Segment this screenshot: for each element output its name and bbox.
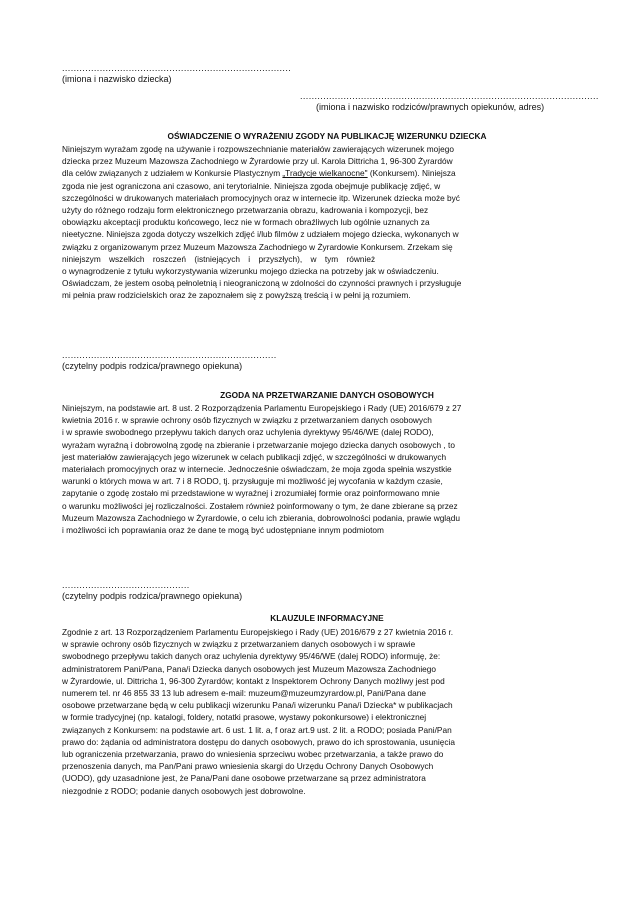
signature-block-2 xyxy=(62,580,242,602)
paragraph-line: mi pełnia praw rodzicielskich oraz że zapoznałem się z powyższą treścią i w pełni ją rozumiem. xyxy=(62,290,411,301)
paragraph-line: Muzeum Mazowsza Zachodniego w Żyrardowie, o celu ich zbierania, dobrowolności podania, prawie wglądu xyxy=(62,512,460,523)
paragraph-line: administratorem Pani/Pana, Pana/i Dziecka danych osobowych jest Muzeum Mazowsza Zachodniego xyxy=(62,663,437,674)
paragraph-line: o wynagrodzenie z tytułu wykorzystywania wizerunku mojego dziecka na potrzeby jak w oświadczeniu. xyxy=(62,266,439,277)
parent-name-dots: ....................................................................................................... xyxy=(300,91,599,101)
paragraph-line: w formie tradycyjnej (np. katalogi, foldery, notatki prasowe, wystawy pokonkursowe) i elektronicznej xyxy=(62,712,427,723)
consent-image-body xyxy=(62,143,587,302)
info-clauses-title: KLAUZULE INFORMACYJNE xyxy=(270,613,384,623)
paragraph-line: nieetyczne. Niniejsza zgoda dotyczy wszelkich zdjęć i/lub filmów z udziałem mojego dziecka, wykonanych w xyxy=(62,229,459,240)
paragraph-line: przenoszenia danych, ma Pan/Pani prawo wniesienia skargi do Urzędu Ochrony Danych Osobowych xyxy=(62,761,434,772)
paragraph-line: Oświadczam, że jestem osobą pełnoletnią i nieograniczoną w zdolności do czynności prawnych i przysługuje xyxy=(62,278,462,289)
paragraph-line: warunki o których mowa w art. 7 i 8 RODO, tj. przysługuje mi możliwość jej wycofania w każdym czasie, xyxy=(62,476,443,487)
line-part: (Konkursem). Niniejsza xyxy=(367,168,456,179)
paragraph-line: Niniejszym wyrażam zgodę na używanie i rozpowszechnianie materiałów zawierających wizerunek mojego xyxy=(62,144,454,154)
line-part: dla celów związanych z udziałem w Konkursie Plastycznym xyxy=(62,168,283,179)
paragraph-line: związku z organizowanym przez Muzeum Mazowsza Zachodniego w Żyrardowie Konkursem. Zrzekam się xyxy=(62,241,453,252)
data-processing-title: ZGODA NA PRZETWARZANIE DANYCH OSOBOWYCH xyxy=(220,390,434,400)
paragraph-line: w Żyrardowie, ul. Dittricha 1, 96-300 Żyrardów; kontakt z Inspektorem Ochrony Danych możliwy jest pod xyxy=(62,675,445,686)
paragraph-line: Niniejszym, na podstawie art. 8 ust. 2 Rozporządzenia Parlamentu Europejskiego i Rady (UE) 2016/679 z 27 xyxy=(62,403,462,413)
parent-name-label: (imiona i nazwisko rodziców/prawnych opiekunów, adres) xyxy=(316,102,545,112)
paragraph-line: i możliwości ich poprawiania oraz że dane te mogą być udostępniane innym podmiotom xyxy=(62,525,384,536)
data-processing-body xyxy=(62,402,587,536)
paragraph-line: materiałach promocyjnych oraz w internecie. Jednocześnie oświadczam, że moja zgoda spełnia wszystkie xyxy=(62,464,452,475)
contest-name: „Tradycje wielkanocne" xyxy=(282,168,368,179)
paragraph-line: zgoda nie jest ograniczona ani czasowo, ani terytorialnie. Niniejsza zgoda obejmuje publikację zdjęć, w xyxy=(62,180,441,191)
paragraph-line: o warunku możliwości jej rozliczalności. Zostałem również poinformowany o tym, że dane zbierane są przez xyxy=(62,500,458,511)
paragraph-line: kwietnia 2016 r. w sprawie ochrony osób fizycznych w związku z przetwarzaniem danych osobowych xyxy=(62,415,432,426)
paragraph-line: osobowe przetwarzane będą w celu publikacji wizerunku Pana/i wizerunku Pana/i Dziecka* w publikacjach xyxy=(62,700,453,711)
paragraph-line: Zgodnie z art. 13 Rozporządzeniem Parlamentu Europejskiego i Rady (UE) 2016/679 z 27 kwietnia 2016 r. xyxy=(62,627,454,637)
paragraph-line: i w sprawie swobodnego przepływu takich danych oraz uchylenia dyrektywy 95/46/WE (dalej RODO), xyxy=(62,427,434,438)
paragraph-line: związanych z Konkursem: na podstawie art. 6 ust. 1 lit. a, f oraz art.9 ust. 2 lit. a RODO; posiada Pani/Pan xyxy=(62,724,452,735)
child-name-dots: ............................................................................... xyxy=(62,63,292,73)
child-name-line xyxy=(62,63,291,85)
paragraph-line: swobodnego przepływu takich danych oraz uchylenia dyrektywy 95/46/WE (dalej RODO) informuję, że: xyxy=(62,651,441,662)
parent-name-line xyxy=(300,91,599,113)
paragraph-line: szczególności w drukowanych materiałach promocyjnych oraz w internecie itp. Wizerunek dziecka może być xyxy=(62,192,460,203)
signature-label: (czytelny podpis rodzica/prawnego opiekuna) xyxy=(62,591,243,601)
signature-dots: .......................................................................... xyxy=(62,350,277,360)
paragraph-line: w sprawie ochrony osób fizycznych w związku z przetwarzaniem danych osobowych i w sprawie xyxy=(62,639,416,650)
paragraph-line: numerem tel. nr 46 855 33 13 lub adresem e-mail: muzeum@muzeumzyrardow.pl, Pani/Pana dane xyxy=(62,688,426,699)
consent-image-title: OŚWIADCZENIE O WYRAŻENIU ZGODY NA PUBLIKACJĘ WIZERUNKU DZIECKA xyxy=(167,131,487,141)
paragraph-line: (UODO), gdy uzasadnione jest, że Pana/Pani dane osobowe przetwarzane są przez administratora xyxy=(62,773,426,784)
info-clauses-body xyxy=(62,626,587,797)
paragraph-line: lub ograniczenia przetwarzania, prawo do wniesienia sprzeciwu wobec przetwarzania, a także prawo do xyxy=(62,749,444,760)
signature-dots: ............................................ xyxy=(62,580,190,590)
signature-block-1 xyxy=(62,350,277,372)
paragraph-line xyxy=(62,167,587,179)
signature-label: (czytelny podpis rodzica/prawnego opiekuna) xyxy=(62,361,243,371)
paragraph-line: niniejszym wszelkich roszczeń (istniejących i przyszłych), w tym również xyxy=(62,253,376,264)
paragraph-line: dziecka przez Muzeum Mazowsza Zachodniego w Żyrardowie przy ul. Karola Dittricha 1, 96-300 Żyrardów xyxy=(62,156,453,167)
paragraph-line: obowiązku akceptacji produktu końcowego, lecz nie w formach obraźliwych lub ogólnie uznanych za xyxy=(62,217,430,228)
paragraph-line: zapytanie o zgodę zostało mi przedstawione w wyraźnej i zrozumiałej formie oraz poinformowano mnie xyxy=(62,488,440,499)
paragraph-line: prawo do: żądania od administratora dostępu do danych osobowych, prawo do ich sprostowania, usunięcia xyxy=(62,736,455,747)
child-name-label: (imiona i nazwisko dziecka) xyxy=(62,74,172,84)
paragraph-line: użyty do różnego rodzaju form elektronicznego przetwarzania obrazu, kadrowania i kompozycji, bez xyxy=(62,205,429,216)
paragraph-line: niezgodnie z RODO; podanie danych osobowych jest dobrowolne. xyxy=(62,785,306,796)
paragraph-line: jest materiałów zawierających jego wizerunek w celach publikacji zdjęć, w szczególności w drukowanych xyxy=(62,451,447,462)
paragraph-line: wyrażam wyraźną i dobrowolną zgodę na zbieranie i przetwarzanie mojego dziecka danych osobowych , to xyxy=(62,439,455,450)
